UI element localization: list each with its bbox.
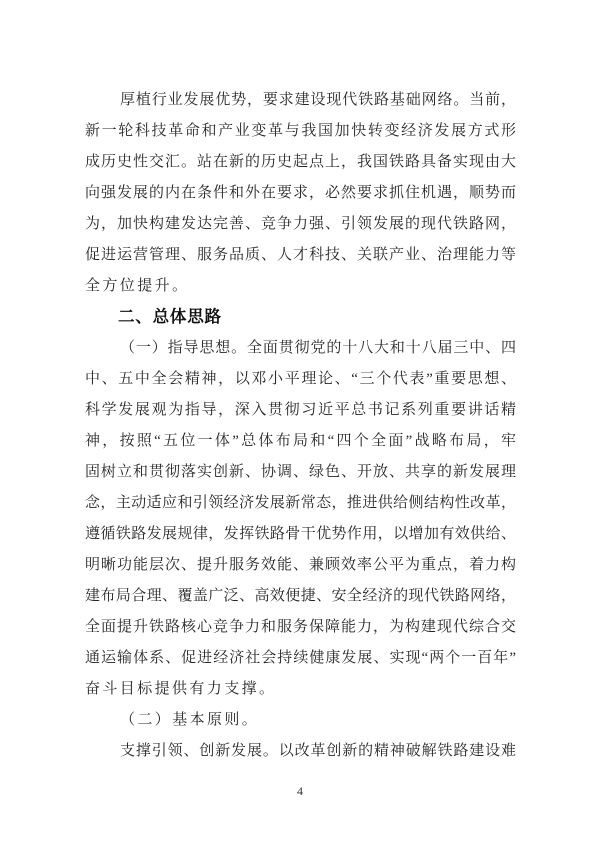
text-line: 为，加快构建发达完善、竞争力强、引领发展的现代铁路网， [85, 216, 516, 232]
text-line: 科学发展观为指导，深入贯彻习近平总书记系列重要讲话精 [85, 402, 516, 418]
text-line: 固树立和贯彻落实创新、协调、绿色、开放、共享的新发展理 [85, 464, 516, 480]
text-line: 神，按照“五位一体”总体布局和“四个全面”战略布局，牢 [85, 433, 516, 449]
text-block [85, 85, 516, 767]
text-line: 厚植行业发展优势，要求建设现代铁路基础网络。当前， [120, 92, 516, 108]
text-line: 通运输体系、促进经济社会持续健康发展、实现“两个一百年” [85, 650, 516, 666]
text-line: （二）基本原则。 [120, 712, 260, 728]
text-line: 明晰功能层次、提升服务效能、兼顾效率公平为重点，着力构 [85, 557, 516, 573]
text-line: 全方位提升。 [85, 278, 190, 294]
text-line: 建布局合理、覆盖广泛、高效便捷、安全经济的现代铁路网络， [85, 588, 516, 604]
text-line: 新一轮科技革命和产业变革与我国加快转变经济发展方式形 [85, 123, 516, 139]
text-line: 促进运营管理、服务品质、人才科技、关联产业、治理能力等 [85, 247, 516, 263]
page-footer [0, 782, 600, 800]
page-number: 4 [297, 784, 303, 798]
text-line: 支撑引领、创新发展。以改革创新的精神破解铁路建设难 [120, 743, 516, 759]
text-line: 念，主动适应和引领经济发展新常态，推进供给侧结构性改革， [85, 495, 516, 511]
text-line: 奋斗目标提供有力支撑。 [85, 681, 277, 697]
text-line: 遵循铁路发展规律，发挥铁路骨干优势作用，以增加有效供给、 [85, 526, 516, 542]
text-line: 全面提升铁路核心竞争力和服务保障能力，为构建现代综合交 [85, 619, 516, 635]
text-line: （一）指导思想。全面贯彻党的十八大和十八届三中、四 [120, 340, 516, 356]
text-line: 中、五中全会精神，以邓小平理论、“三个代表”重要思想、 [85, 371, 516, 387]
text-line: 成历史性交汇。站在新的历史起点上，我国铁路具备实现由大 [85, 154, 516, 170]
section-heading: 二、总体思路 [118, 308, 222, 326]
text-line: 向强发展的内在条件和外在要求，必然要求抓住机遇，顺势而 [85, 185, 516, 201]
